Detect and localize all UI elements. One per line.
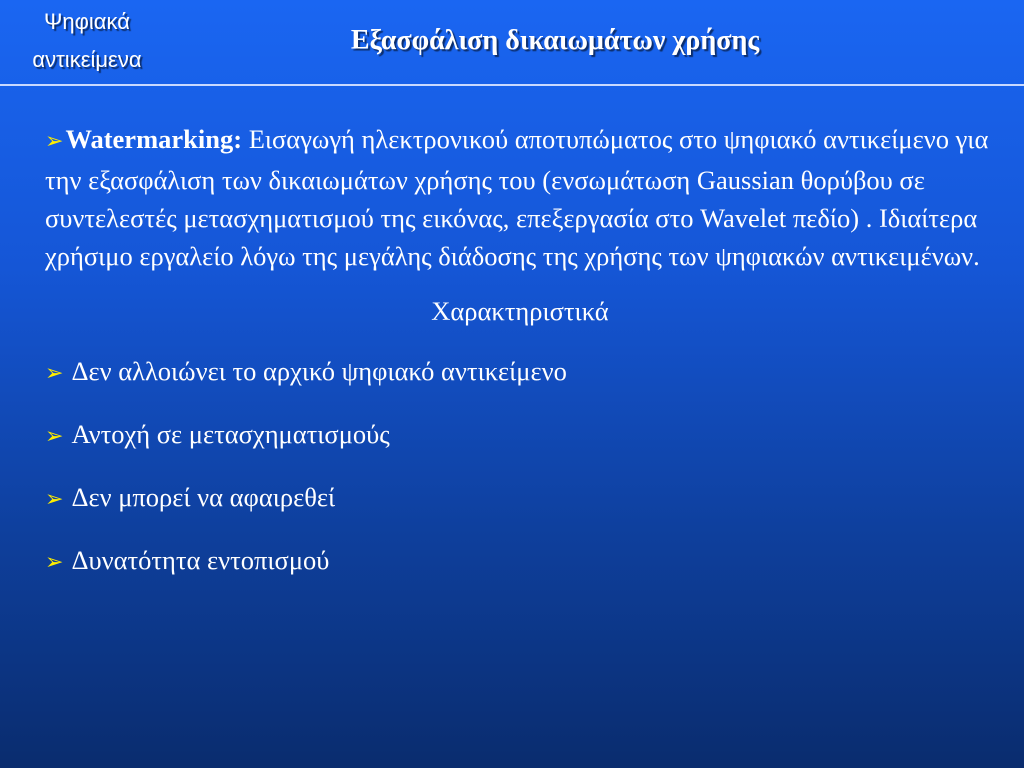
slide-title: Εξασφάλιση δικαιωμάτων χρήσης bbox=[350, 25, 760, 56]
arrow-bullet-icon: ➢ bbox=[45, 361, 64, 386]
arrow-bullet-icon: ➢ bbox=[45, 129, 64, 154]
intro-text: Εισαγωγή ηλεκτρονικού αποτυπώματος στο ψηφιακό αντικείμενο για την εξασφάλιση των δικαιωμάτων χρήσης του (ενσωμάτωση Gaussian θορύβου σε συντελεστές μετασχηματισμού της εικόνας, επεξεργασία στο Wavelet πεδίο) . Ιδιαίτερα χρήσιμο εργαλείο λόγω της μεγάλης διάδοσης της χρήσης των ψηφιακών αντικειμένων. bbox=[45, 124, 989, 271]
arrow-bullet-icon: ➢ bbox=[45, 424, 64, 449]
feature-item-text: Αντοχή σε μετασχηματισμούς bbox=[71, 419, 390, 449]
feature-item bbox=[45, 478, 995, 519]
feature-item-text: Δεν μπορεί να αφαιρεθεί bbox=[71, 482, 336, 512]
title-divider bbox=[0, 84, 1024, 86]
section-label-line2: αντικείμενα bbox=[32, 47, 142, 72]
feature-item bbox=[45, 415, 995, 456]
arrow-bullet-icon: ➢ bbox=[45, 550, 64, 575]
feature-item-text: Δεν αλλοιώνει το αρχικό ψηφιακό αντικείμενο bbox=[71, 356, 567, 386]
section-label bbox=[12, 3, 162, 79]
intro-term: Watermarking: bbox=[65, 124, 243, 154]
feature-item bbox=[45, 352, 995, 393]
intro-paragraph bbox=[45, 120, 995, 275]
feature-item bbox=[45, 541, 995, 582]
feature-item-text: Δυνατότητα εντοπισμού bbox=[71, 545, 330, 575]
arrow-bullet-icon: ➢ bbox=[45, 487, 64, 512]
features-heading: Χαρακτηριστικά bbox=[431, 296, 609, 326]
slide-body bbox=[45, 120, 995, 582]
section-label-line1: Ψηφιακά bbox=[44, 9, 130, 34]
